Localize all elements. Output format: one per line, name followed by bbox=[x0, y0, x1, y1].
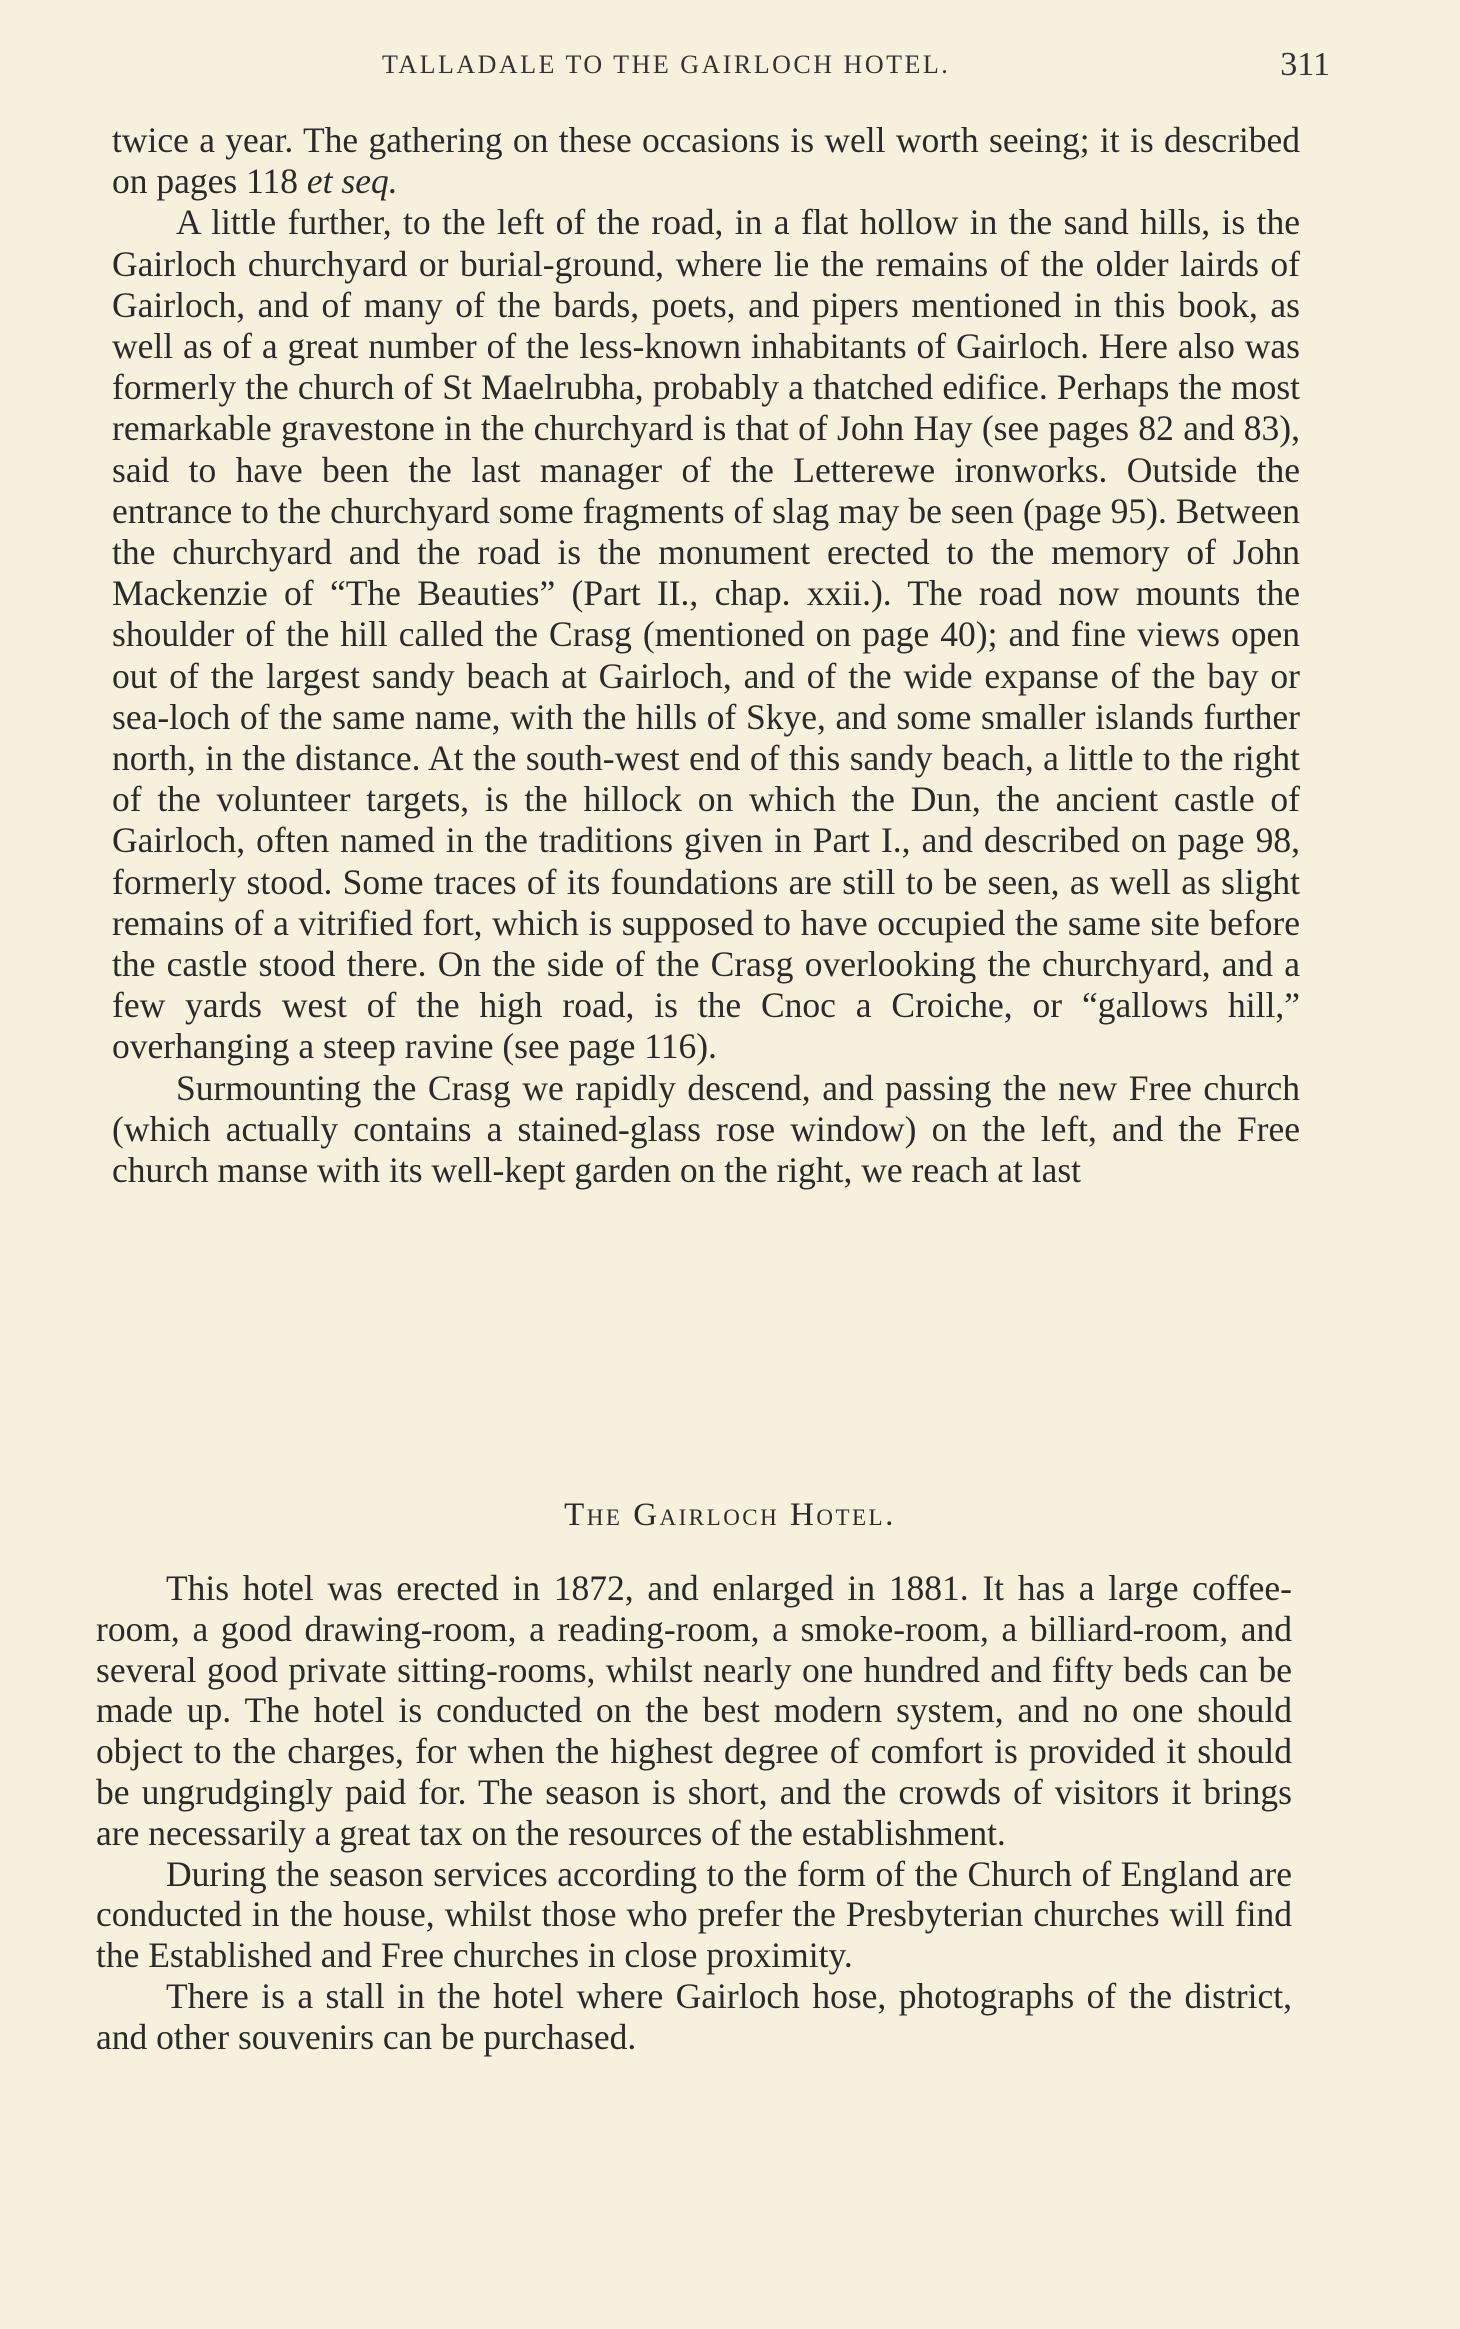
page-number: 311 bbox=[1280, 46, 1330, 83]
paragraph-text: twice a year. The gathering on these occasions is well worth seeing; it is described on pages 118 bbox=[112, 120, 1300, 202]
paragraph-crasg: Surmounting the Crasg we rapidly descend, and passing the new Free church (which actually contains a stained-glass rose window) on the left, and the Free church manse with its well-kept garden on the right, we reach at last bbox=[112, 1067, 1300, 1191]
main-text bbox=[112, 120, 1300, 1191]
paragraph-hotel: This hotel was erected in 1872, and enlarged in 1881. It has a large coffee-room, a good drawing-room, a reading-room, a smoke-room, a billiard-room, and several good private sitting-rooms, whilst nearly one hundred and fifty beds can be made up. The hotel is conducted on the best modern system, and no one should object to the charges, for when the highest degree of comfort is provided it should be ungrudgingly paid for. The season is short, and the crowds of visitors it brings are necessarily a great tax on the resources of the establishment. bbox=[96, 1568, 1292, 1853]
running-title: TALLADALE TO THE GAIRLOCH HOTEL. bbox=[382, 50, 951, 79]
section-heading: The Gairloch Hotel. bbox=[564, 1497, 896, 1533]
running-head bbox=[120, 46, 1330, 90]
section-text bbox=[96, 1568, 1292, 2058]
italic-reference: et seq. bbox=[306, 161, 398, 202]
paragraph-churchyard: A little further, to the left of the road, in a flat hollow in the sand hills, is the Gairloch churchyard or burial-ground, where lie the remains of the older lairds of Gairloch, and of many of the bards, poets, and pipers mentioned in this book, as well as of a great number of the less-known inhabitants of Gairloch. Here also was formerly the church of St Maelrubha, probably a thatched edifice. Perhaps the most remarkable gravestone in the churchyard is that of John Hay (see pages 82 and 83), said to have been the last manager of the Letterewe ironworks. Outside the entrance to the churchyard some fragments of slag may be seen (page 95). Between the churchyard and the road is the monument erected to the memory of John Mackenzie of “The Beauties” (Part II., chap. xxii.). The road now mounts the shoulder of the hill called the Crasg (mentioned on page 40); and fine views open out of the largest sandy beach at Gairloch, and of the wide expanse of the bay or sea-loch of the same name, with the hills of Skye, and some smaller islands further north, in the distance. At the south-west end of this sandy beach, a little to the right of the volunteer targets, is the hillock on which the Dun, the ancient castle of Gairloch, often named in the traditions given in Part I., and described on page 98, formerly stood. Some traces of its foundations are still to be seen, as well as slight remains of a vitrified fort, which is supposed to have occupied the same site before the castle stood there. On the side of the Crasg overlooking the churchyard, and a few yards west of the high road, is the Cnoc a Croiche, or “gallows hill,” overhanging a steep ravine (see page 116). bbox=[112, 202, 1300, 1067]
paragraph-services: During the season services according to the form of the Church of England are conducted in the house, whilst those who prefer the Presbyterian churches will find the Established and Free churches in close proximity. bbox=[96, 1853, 1292, 1976]
paragraph-continuation bbox=[112, 120, 1300, 202]
paragraph-stall: There is a stall in the hotel where Gairloch hose, photographs of the district, and other souvenirs can be purchased. bbox=[96, 1975, 1292, 2057]
